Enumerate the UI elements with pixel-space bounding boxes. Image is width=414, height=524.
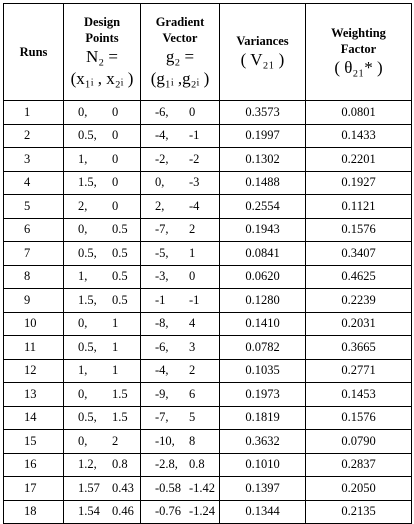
design-point-x1: 0.5, <box>78 245 97 260</box>
design-point-x2: 2 <box>112 433 119 448</box>
cell-design-point <box>64 359 141 383</box>
design-point-x1: 0, <box>78 104 88 119</box>
cell-run: 14 <box>4 406 64 430</box>
cell-gradient-vector <box>141 289 220 313</box>
gradient-g1: -2.8, <box>155 457 178 472</box>
cell-run: 2 <box>4 124 64 148</box>
table-body <box>4 101 412 524</box>
gradient-g2: 2 <box>189 222 196 237</box>
design-point-x1: 2, <box>78 198 88 213</box>
cell-weighting-factor: 0.3665 <box>306 336 412 360</box>
cell-weighting-factor: 0.2050 <box>306 477 412 501</box>
gradient-g1: -1 <box>155 292 166 307</box>
cell-weighting-factor: 0.0790 <box>306 430 412 454</box>
cell-variance: 0.0841 <box>220 242 306 266</box>
gradient-g1: -10, <box>155 433 175 448</box>
cell-variance: 0.1410 <box>220 312 306 336</box>
cell-gradient-vector <box>141 171 220 195</box>
table-row <box>4 500 412 524</box>
cell-weighting-factor: 0.4625 <box>306 265 412 289</box>
header-design-points-title-2: Points <box>85 31 119 45</box>
header-design-points-math-2: (x₁ᵢ , x₂ᵢ ) <box>70 69 134 88</box>
gradient-g2: 6 <box>189 386 196 401</box>
gradient-g1: -3, <box>155 269 169 284</box>
table-row <box>4 383 412 407</box>
cell-variance: 0.0782 <box>220 336 306 360</box>
cell-weighting-factor: 0.1121 <box>306 195 412 219</box>
gradient-g1: -8, <box>155 316 169 331</box>
gradient-g2: -2 <box>189 151 200 166</box>
table-row <box>4 242 412 266</box>
design-point-x2: 1 <box>112 363 119 378</box>
header-weighting-title-1: Weighting <box>331 26 386 40</box>
design-point-x1: 1, <box>78 151 88 166</box>
gradient-g2: -1 <box>189 292 200 307</box>
gradient-g1: -4, <box>155 128 169 143</box>
cell-run: 4 <box>4 171 64 195</box>
gradient-g2: 0 <box>189 104 196 119</box>
cell-gradient-vector <box>141 453 220 477</box>
design-point-x1: 0, <box>78 222 88 237</box>
cell-variance: 0.1280 <box>220 289 306 313</box>
cell-run: 6 <box>4 218 64 242</box>
table-row <box>4 265 412 289</box>
design-point-x1: 1.2, <box>78 457 97 472</box>
header-design-points <box>64 4 141 101</box>
cell-variance: 0.1488 <box>220 171 306 195</box>
header-variances-math: ( V₂₁ ) <box>240 50 285 69</box>
gradient-g2: 0.8 <box>189 457 205 472</box>
design-point-x2: 0.5 <box>112 292 128 307</box>
cell-weighting-factor: 0.1453 <box>306 383 412 407</box>
cell-run: 8 <box>4 265 64 289</box>
gradient-g1: 2, <box>155 198 165 213</box>
design-point-x2: 0 <box>112 104 119 119</box>
gradient-g2: 0 <box>189 269 196 284</box>
table-row <box>4 171 412 195</box>
cell-gradient-vector <box>141 312 220 336</box>
cell-gradient-vector <box>141 101 220 125</box>
table-row <box>4 336 412 360</box>
header-row <box>4 4 412 101</box>
table-row <box>4 101 412 125</box>
cell-run: 7 <box>4 242 64 266</box>
gradient-g2: 5 <box>189 410 196 425</box>
table-row <box>4 289 412 313</box>
cell-variance: 0.1035 <box>220 359 306 383</box>
header-variances <box>220 4 306 101</box>
design-point-x2: 1.5 <box>112 386 128 401</box>
cell-design-point <box>64 148 141 172</box>
table-row <box>4 124 412 148</box>
gradient-g2: -4 <box>189 198 200 213</box>
cell-gradient-vector <box>141 336 220 360</box>
cell-design-point <box>64 430 141 454</box>
cell-gradient-vector <box>141 265 220 289</box>
cell-variance: 0.1010 <box>220 453 306 477</box>
cell-run: 5 <box>4 195 64 219</box>
design-point-x1: 0, <box>78 386 88 401</box>
cell-design-point <box>64 195 141 219</box>
cell-gradient-vector <box>141 500 220 524</box>
cell-gradient-vector <box>141 218 220 242</box>
table-row <box>4 477 412 501</box>
design-point-x2: 0.5 <box>112 245 128 260</box>
cell-weighting-factor: 0.2135 <box>306 500 412 524</box>
design-point-x2: 1 <box>112 316 119 331</box>
cell-variance: 0.3632 <box>220 430 306 454</box>
design-point-x1: 0.5, <box>78 339 97 354</box>
design-point-x2: 1.5 <box>112 410 128 425</box>
cell-design-point <box>64 242 141 266</box>
cell-run: 10 <box>4 312 64 336</box>
cell-variance: 0.1344 <box>220 500 306 524</box>
header-weighting-math: ( θ₂₁* ) <box>334 58 383 77</box>
header-gradient-title-2: Vector <box>162 31 198 45</box>
cell-variance: 0.0620 <box>220 265 306 289</box>
gradient-g1: -2, <box>155 151 169 166</box>
gradient-g2: -1 <box>189 128 200 143</box>
table-row <box>4 406 412 430</box>
cell-run: 1 <box>4 101 64 125</box>
cell-design-point <box>64 453 141 477</box>
header-design-points-title-1: Design <box>83 15 121 29</box>
cell-design-point <box>64 383 141 407</box>
cell-weighting-factor: 0.1576 <box>306 406 412 430</box>
cell-weighting-factor: 0.1927 <box>306 171 412 195</box>
cell-run: 3 <box>4 148 64 172</box>
gradient-g2: 8 <box>189 433 196 448</box>
cell-variance: 0.1397 <box>220 477 306 501</box>
design-point-x1: 1, <box>78 363 88 378</box>
cell-variance: 0.3573 <box>220 101 306 125</box>
design-point-x2: 0 <box>112 198 119 213</box>
cell-design-point <box>64 171 141 195</box>
header-gradient-math-2: (g₁ᵢ ,g₂ᵢ ) <box>150 69 210 88</box>
design-point-x1: 1.57 <box>78 480 100 495</box>
cell-weighting-factor: 0.1433 <box>306 124 412 148</box>
cell-design-point <box>64 336 141 360</box>
cell-weighting-factor: 0.0801 <box>306 101 412 125</box>
table-row <box>4 453 412 477</box>
cell-gradient-vector <box>141 195 220 219</box>
header-weighting-title-2: Factor <box>340 42 377 56</box>
cell-gradient-vector <box>141 383 220 407</box>
table-row <box>4 312 412 336</box>
cell-variance: 0.2554 <box>220 195 306 219</box>
cell-gradient-vector <box>141 430 220 454</box>
gradient-g1: -6, <box>155 104 169 119</box>
header-runs <box>4 4 64 101</box>
gradient-g1: -0.58 <box>155 480 182 495</box>
design-point-x2: 1 <box>112 339 119 354</box>
design-point-x1: 1.54 <box>78 504 100 519</box>
cell-design-point <box>64 124 141 148</box>
cell-gradient-vector <box>141 124 220 148</box>
design-point-x1: 1.5, <box>78 175 97 190</box>
design-point-x1: 0, <box>78 316 88 331</box>
header-gradient-title-1: Gradient <box>155 15 205 29</box>
gradient-g1: -0.76 <box>155 504 182 519</box>
cell-weighting-factor: 0.2837 <box>306 453 412 477</box>
cell-run: 15 <box>4 430 64 454</box>
gradient-g2: -1.42 <box>189 480 216 495</box>
cell-weighting-factor: 0.1576 <box>306 218 412 242</box>
cell-run: 17 <box>4 477 64 501</box>
header-weighting-factor <box>306 4 412 101</box>
gradient-g1: -9, <box>155 386 169 401</box>
header-design-points-math-1: N₂ = <box>85 47 119 66</box>
cell-run: 16 <box>4 453 64 477</box>
cell-run: 18 <box>4 500 64 524</box>
design-point-x2: 0.5 <box>112 222 128 237</box>
cell-gradient-vector <box>141 359 220 383</box>
cell-variance: 0.1973 <box>220 383 306 407</box>
cell-gradient-vector <box>141 148 220 172</box>
design-point-x2: 0 <box>112 175 119 190</box>
header-runs-label: Runs <box>19 45 48 59</box>
data-table <box>3 3 412 524</box>
gradient-g1: -7, <box>155 222 169 237</box>
cell-run: 9 <box>4 289 64 313</box>
cell-variance: 0.1997 <box>220 124 306 148</box>
cell-gradient-vector <box>141 242 220 266</box>
header-variances-title: Variances <box>236 34 289 48</box>
gradient-g2: 3 <box>189 339 196 354</box>
cell-variance: 0.1302 <box>220 148 306 172</box>
design-point-x2: 0.46 <box>112 504 134 519</box>
gradient-g2: -1.24 <box>189 504 216 519</box>
design-point-x2: 0.5 <box>112 269 128 284</box>
gradient-g2: 4 <box>189 316 196 331</box>
header-gradient-vector <box>141 4 220 101</box>
header-gradient-math-1: g₂ = <box>165 47 195 66</box>
design-point-x1: 0.5, <box>78 410 97 425</box>
cell-weighting-factor: 0.2031 <box>306 312 412 336</box>
table-row <box>4 430 412 454</box>
cell-weighting-factor: 0.2201 <box>306 148 412 172</box>
cell-design-point <box>64 406 141 430</box>
design-point-x2: 0 <box>112 151 119 166</box>
design-point-x2: 0.43 <box>112 480 134 495</box>
cell-design-point <box>64 312 141 336</box>
design-point-x2: 0 <box>112 128 119 143</box>
cell-weighting-factor: 0.2239 <box>306 289 412 313</box>
table-row <box>4 218 412 242</box>
cell-variance: 0.1943 <box>220 218 306 242</box>
gradient-g2: -3 <box>189 175 200 190</box>
cell-variance: 0.1819 <box>220 406 306 430</box>
table-row <box>4 195 412 219</box>
design-point-x2: 0.8 <box>112 457 128 472</box>
gradient-g1: 0, <box>155 175 165 190</box>
cell-run: 12 <box>4 359 64 383</box>
gradient-g1: -4, <box>155 363 169 378</box>
design-point-x1: 0.5, <box>78 128 97 143</box>
cell-design-point <box>64 218 141 242</box>
cell-design-point <box>64 477 141 501</box>
cell-gradient-vector <box>141 406 220 430</box>
gradient-g1: -5, <box>155 245 169 260</box>
table-row <box>4 148 412 172</box>
cell-run: 11 <box>4 336 64 360</box>
cell-gradient-vector <box>141 477 220 501</box>
gradient-g2: 1 <box>189 245 196 260</box>
design-point-x1: 0, <box>78 433 88 448</box>
gradient-g1: -6, <box>155 339 169 354</box>
cell-weighting-factor: 0.2771 <box>306 359 412 383</box>
cell-design-point <box>64 289 141 313</box>
gradient-g2: 2 <box>189 363 196 378</box>
design-point-x1: 1.5, <box>78 292 97 307</box>
gradient-g1: -7, <box>155 410 169 425</box>
design-point-x1: 1, <box>78 269 88 284</box>
table-row <box>4 359 412 383</box>
cell-design-point <box>64 500 141 524</box>
cell-design-point <box>64 101 141 125</box>
cell-run: 13 <box>4 383 64 407</box>
cell-weighting-factor: 0.3407 <box>306 242 412 266</box>
cell-design-point <box>64 265 141 289</box>
